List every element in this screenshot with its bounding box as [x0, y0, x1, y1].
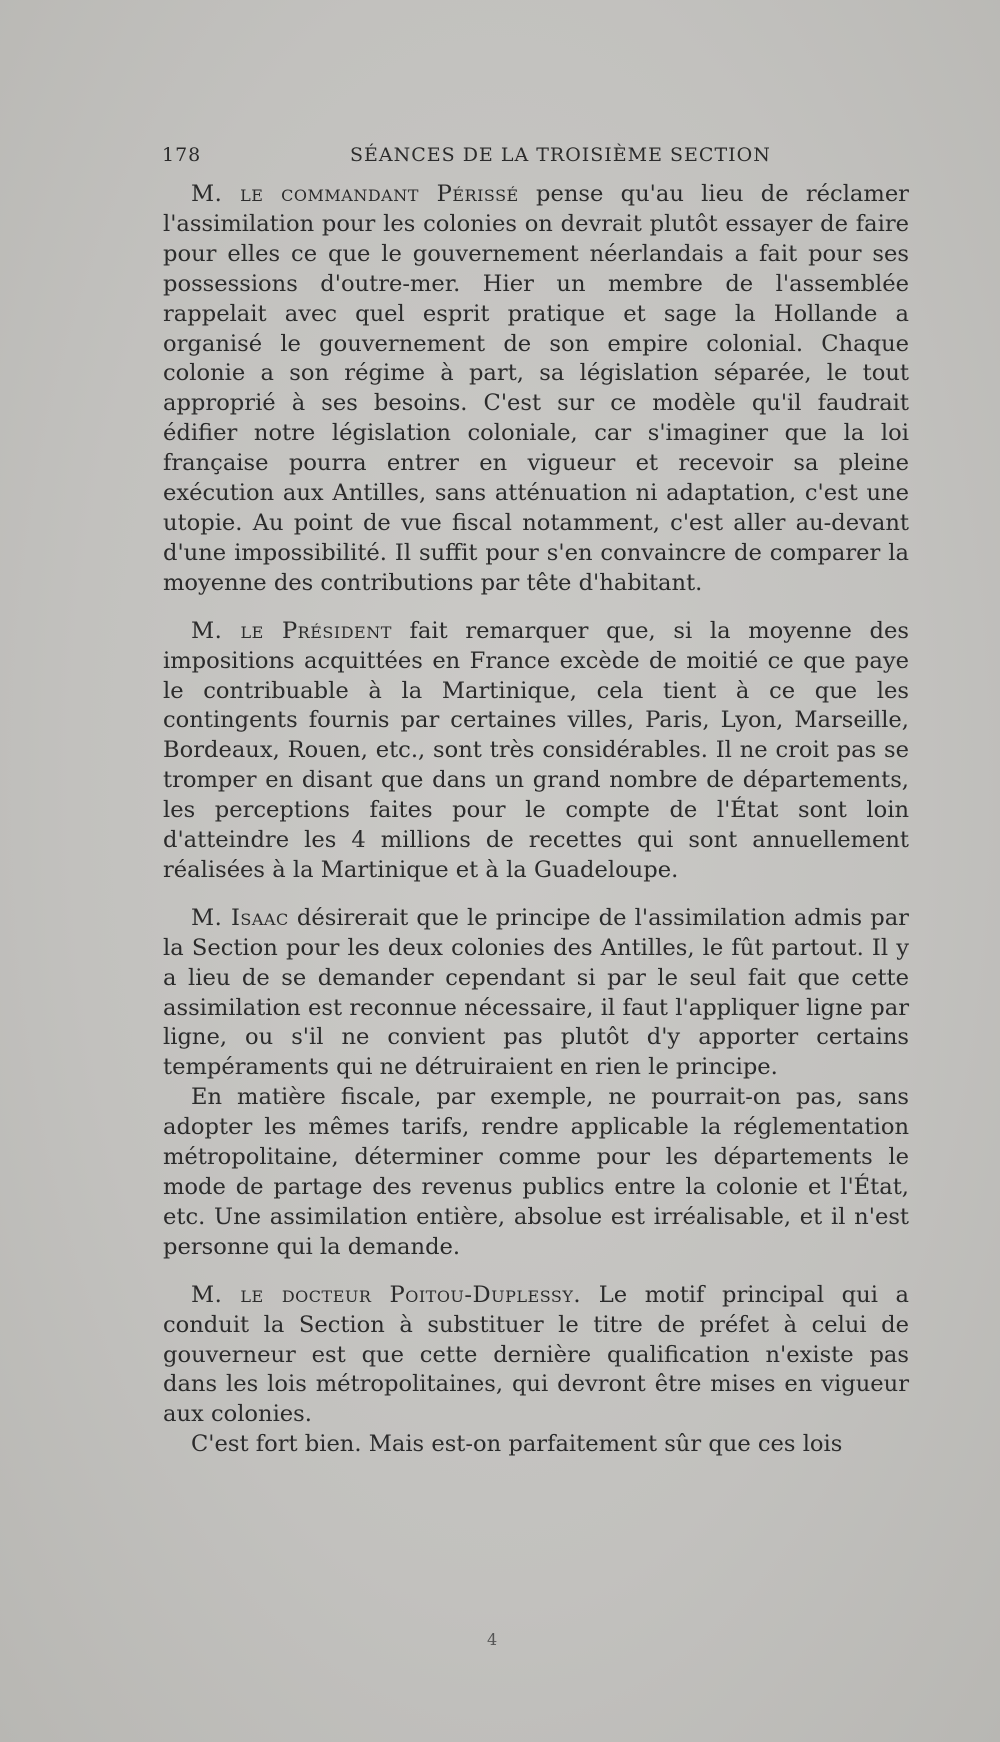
- paragraph-president: [163, 617, 909, 886]
- paragraph-text: désirerait que le principe de l'assimilation admis par la Section pour les deux colonies des Antilles, le fût partout. Il y a lieu de se demander cependant si par le seul fait que cette assimilation est reconnue nécessaire, il faut l'appliquer ligne par ligne, ou s'il ne convient pas plutôt d'y apporter certains tempéraments qui ne détruiraient en rien le principe.: [163, 904, 909, 1081]
- page-number: 178: [162, 144, 202, 166]
- paragraph-text: fait remarquer que, si la moyenne des impositions acquittées en France excède de moitié ce que paye le contribuable à la Martinique, cela tient à ce que les contingents fournis par certaines villes, Paris, Lyon, Marseille, Bordeaux, Rouen, etc., sont très considérables. Il ne croit pas se tromper en disant que dans un grand nombre de départements, les perceptions faites pour le compte de l'État sont loin d'atteindre les 4 millions de recettes qui sont annuellement réalisées à la Martinique et à la Guadeloupe.: [163, 617, 909, 883]
- body-text: [163, 180, 909, 1460]
- paragraph-perisse: [163, 180, 909, 599]
- paragraph-isaac: [163, 904, 909, 1083]
- paragraph-text: Le motif principal qui a conduit la Section à substituer le titre de préfet à celui de gouverneur est que cette dernière qualification n'existe pas dans les lois métropolitaines, qui devront être mises en vigueur aux colonies.: [163, 1281, 909, 1428]
- running-title: SÉANCES DE LA TROISIÈME SECTION: [350, 144, 771, 166]
- paragraph-text: C'est fort bien. Mais est-on parfaitement sûr que ces lois: [191, 1431, 843, 1458]
- paragraph-text: En matière fiscale, par exemple, ne pourrait-on pas, sans adopter les mêmes tarifs, rendre applicable la réglementation métropolitaine, déterminer comme pour les départements le mode de partage des revenus publics entre la colonie et l'État, etc. Une assimilation entière, absolue est irréalisable, et il n'est personne qui la demande.: [163, 1084, 909, 1260]
- paragraph-isaac-continued: [163, 1083, 909, 1262]
- stray-mark: 4: [487, 1630, 498, 1649]
- speaker-name: M. le Président: [191, 617, 392, 644]
- paragraph-final: [163, 1430, 909, 1460]
- speaker-name: M. le commandant Périssé: [191, 181, 519, 207]
- speaker-name: M. Isaac: [191, 904, 289, 931]
- paragraph-poitou-duplessy: [163, 1281, 909, 1431]
- speaker-name: M. le docteur Poitou-Duplessy.: [191, 1281, 582, 1308]
- paragraph-text: pense qu'au lieu de réclamer l'assimilation pour les colonies on devrait plutôt essayer de faire pour elles ce que le gouvernement néerlandais a fait pour ses possessions d'outre-mer. Hier un membre de l'assemblée rappelait avec quel esprit pratique et sage la Hollande a organisé le gouvernement de son empire colonial. Chaque colonie a son régime à part, sa législation séparée, le tout approprié à ses besoins. C'est sur ce modèle qu'il faudrait édifier notre législation coloniale, car s'imaginer que la loi française pourra entrer en vigueur et recevoir sa pleine exécution aux Antilles, sans atténuation ni adaptation, c'est une utopie. Au point de vue fiscal notamment, c'est aller au-devant d'une impossibilité. Il suffit pour s'en convaincre de comparer la moyenne des contributions par tête d'habitant.: [163, 181, 909, 596]
